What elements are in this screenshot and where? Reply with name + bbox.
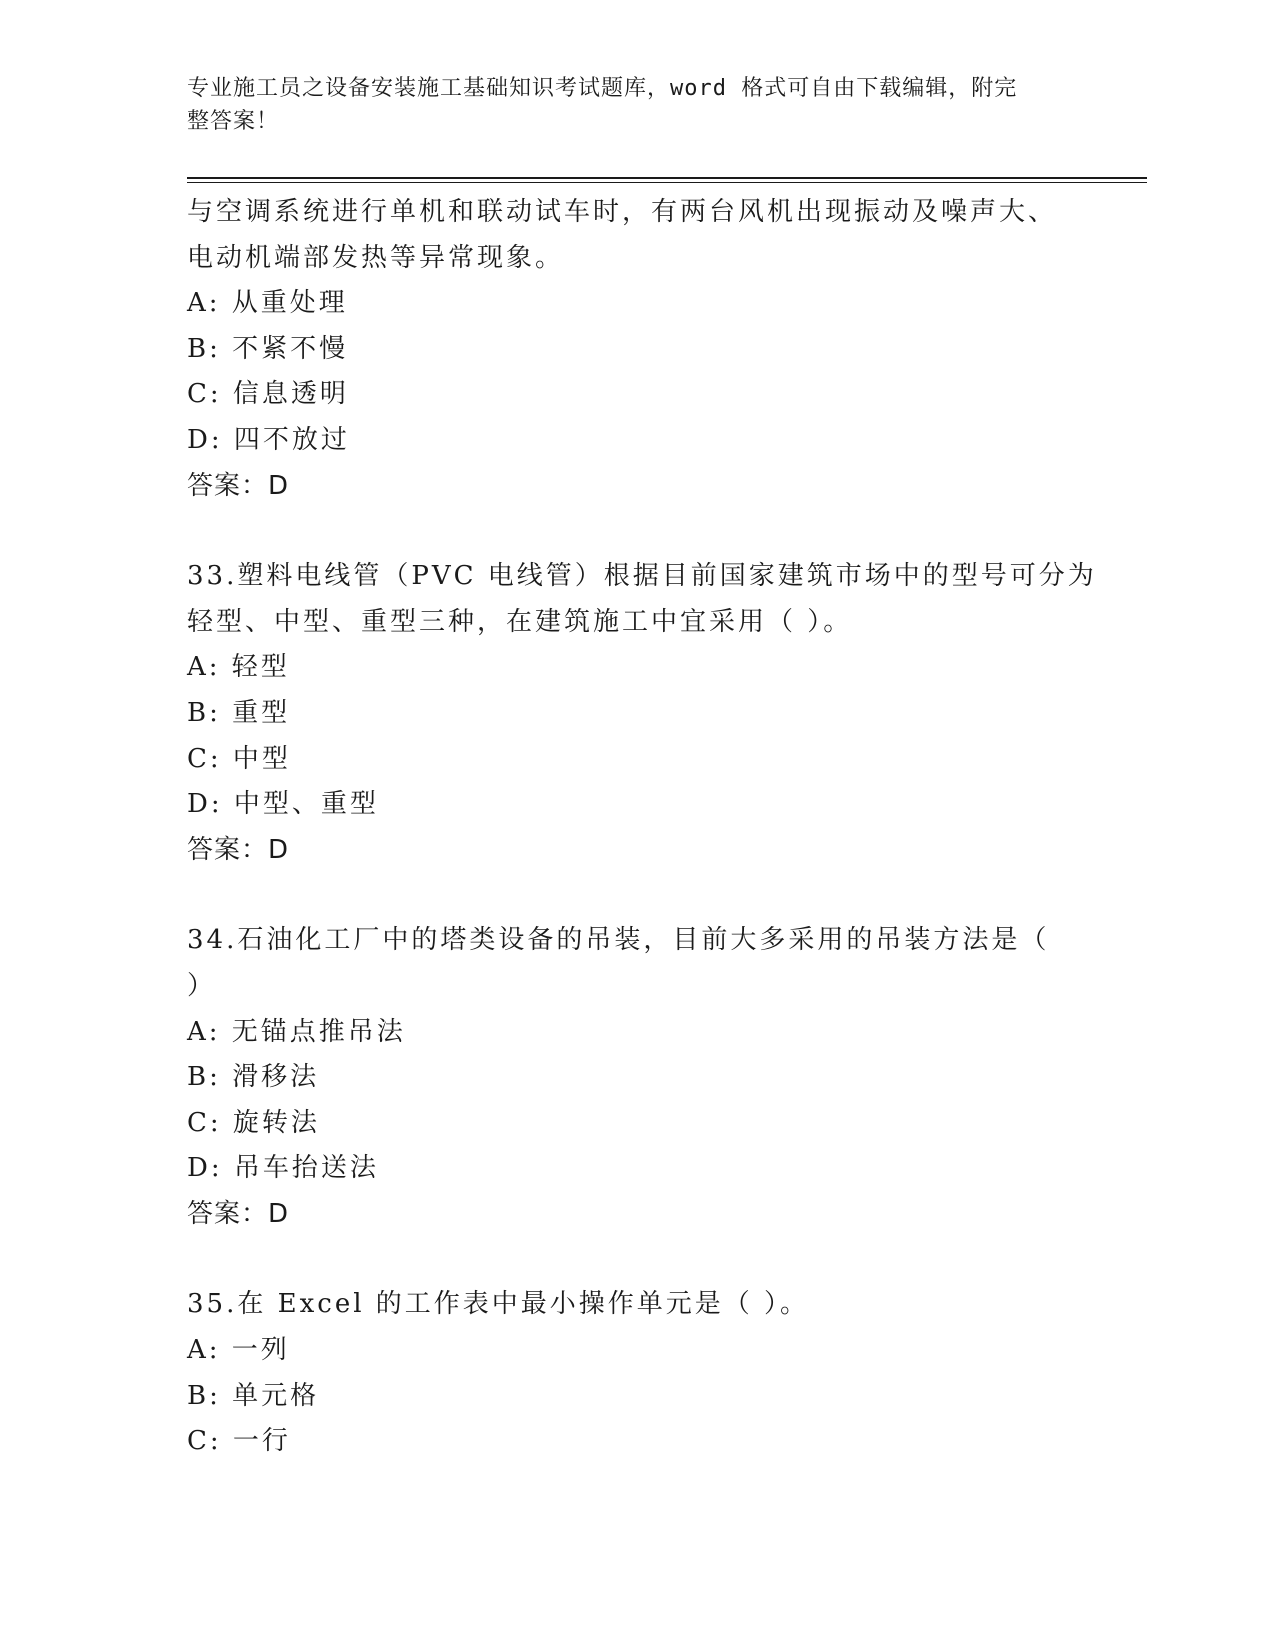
question-stem-line: 轻型、中型、重型三种，在建筑施工中宜采用（ ）。 <box>187 606 853 637</box>
option-c: C: 旋转法 <box>187 1107 320 1138</box>
question-34 <box>187 918 1087 1237</box>
option-d: D: 吊车抬送法 <box>187 1153 379 1184</box>
option-a: A: 无锚点推吊法 <box>187 1016 406 1047</box>
question-spacer <box>187 1237 1087 1282</box>
option-a: A: 轻型 <box>187 652 290 683</box>
option-d: D: 四不放过 <box>187 424 350 455</box>
option-b: B: 不紧不慢 <box>187 333 349 364</box>
option-d: D: 中型、重型 <box>187 789 379 820</box>
header-divider-thick <box>187 177 1147 179</box>
option-a: A: 从重处理 <box>187 288 348 319</box>
option-b: B: 重型 <box>187 697 291 728</box>
question-stem-line: ） <box>187 970 217 1001</box>
option-a: A: 一列 <box>187 1335 290 1366</box>
question-stem-line: 34.石油化工厂中的塔类设备的吊装，目前大多采用的吊装方法是（ <box>187 925 1050 956</box>
answer-line: 答案：D <box>187 1198 290 1229</box>
question-spacer <box>187 873 1087 918</box>
answer-line: 答案：D <box>187 470 290 501</box>
option-b: B: 滑移法 <box>187 1062 320 1093</box>
question-stem-line: 33.塑料电线管（PVC 电线管）根据目前国家建筑市场中的型号可分为 <box>187 561 1097 592</box>
header-divider-thin <box>187 182 1147 183</box>
answer-line: 答案：D <box>187 834 290 865</box>
header-line-1: 专业施工员之设备安装施工基础知识考试题库，word 格式可自由下载编辑，附完 <box>187 76 1018 101</box>
option-c: C: 信息透明 <box>187 379 349 410</box>
header-line-2: 整答案！ <box>187 109 280 134</box>
option-b: B: 单元格 <box>187 1380 320 1411</box>
question-spacer <box>187 509 1087 554</box>
option-c: C: 中型 <box>187 743 291 774</box>
question-35 <box>187 1282 1087 1464</box>
option-c: C: 一行 <box>187 1426 291 1457</box>
question-32 <box>187 190 1087 509</box>
question-stem-line: 电动机端部发热等异常现象。 <box>187 242 565 273</box>
question-stem-line: 与空调系统进行单机和联动试车时，有两台风机出现振动及噪声大、 <box>187 197 1058 227</box>
question-33 <box>187 554 1097 873</box>
document-header <box>187 72 1067 138</box>
question-list <box>187 190 1097 1465</box>
question-stem-line: 35.在 Excel 的工作表中最小操作单元是（ ）。 <box>187 1289 810 1320</box>
